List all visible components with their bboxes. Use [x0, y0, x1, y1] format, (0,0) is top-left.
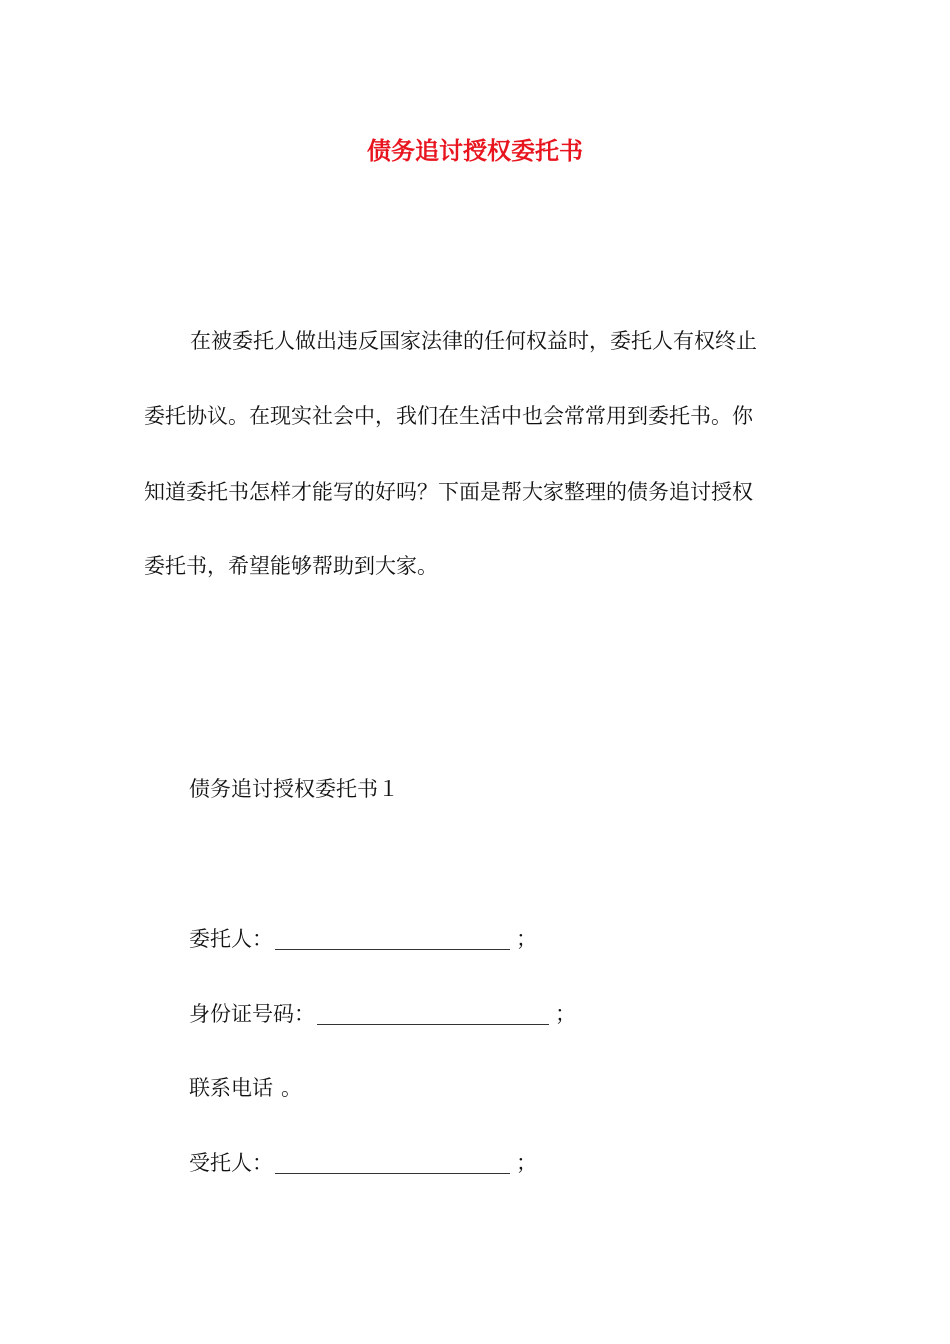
- section-heading: 债务追讨授权委托书１: [189, 777, 399, 801]
- field-phone: [189, 1073, 302, 1103]
- field-id-number-blank[interactable]: [317, 1002, 549, 1025]
- field-client-label: 委托人：: [189, 927, 273, 951]
- intro-line: 在被委托人做出违反国家法律的任何权益时，委托人有权终止: [190, 329, 757, 353]
- field-agent-label: 受托人：: [189, 1151, 273, 1175]
- field-id-number: [189, 999, 576, 1029]
- intro-line: 委托书，希望能够帮助到大家。: [144, 554, 438, 578]
- intro-line: 知道委托书怎样才能写的好吗？下面是帮大家整理的债务追讨授权: [144, 480, 753, 504]
- field-phone-terminator: 。: [281, 1076, 302, 1100]
- field-agent-blank[interactable]: [275, 1151, 510, 1174]
- field-agent-terminator: ；: [516, 1151, 537, 1175]
- field-id-number-terminator: ；: [555, 1002, 576, 1026]
- field-client-terminator: ；: [516, 927, 537, 951]
- field-agent: [189, 1148, 537, 1178]
- field-client-blank[interactable]: [275, 927, 510, 950]
- field-client: [189, 924, 537, 954]
- document-title: 债务追讨授权委托书: [367, 137, 583, 165]
- field-phone-label: 联系电话: [189, 1076, 273, 1100]
- field-id-number-label: 身份证号码：: [189, 1002, 315, 1026]
- intro-line: 委托协议。在现实社会中，我们在生活中也会常常用到委托书。你: [144, 404, 753, 428]
